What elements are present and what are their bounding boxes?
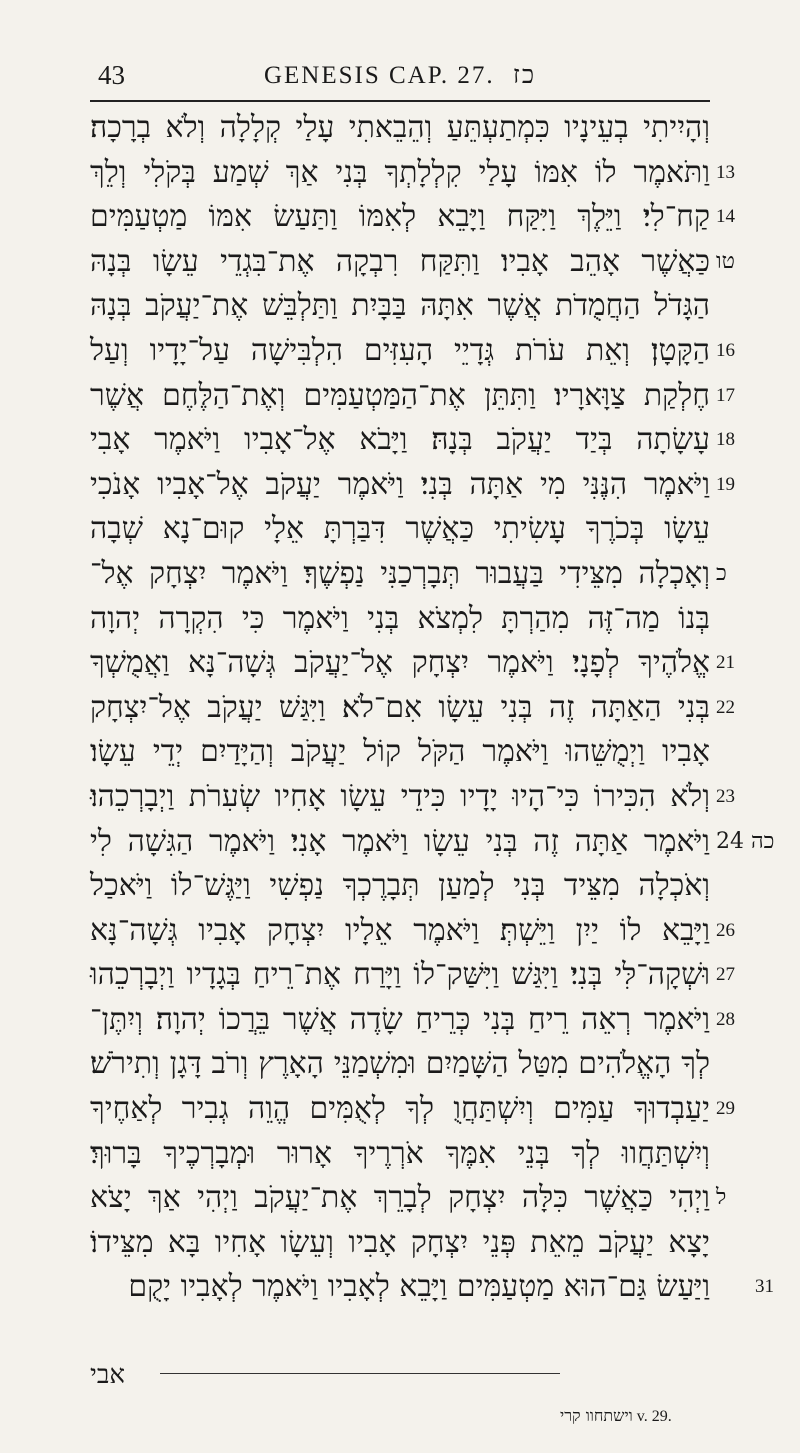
text-line	[90, 463, 735, 508]
verse-number: 21	[716, 652, 735, 674]
verse-number: 18	[716, 429, 735, 451]
line-text: הַגָּדֹל הַחֲמֻדֹת אֲשֶׁר אִתָּהּ בַּבָּיִת וַתַּלְבֵּשׁ אֶת־יַעֲקֹב בְּנָהּ	[90, 288, 710, 324]
line-text: וַיֹּאמֶר אַתָּה זֶה בְּנִי עֵשָׂו וַיֹּאמֶר אָנִי׃ וַיֹּאמֶר הַגִּשָׁה לִי	[90, 823, 710, 859]
text-line	[90, 195, 735, 240]
footnote-divider	[160, 1373, 560, 1374]
running-title-latin: GENESIS CAP. 27.	[263, 62, 495, 89]
text-line	[90, 820, 775, 865]
line-text: וְיִשְׁתַּחֲווּ לְךָ בְּנֵי אִמֶּךָ אֹרְרֶיךָ אָרוּר וּמְבָרְכֶיךָ בָּרוּךְ׃	[90, 1135, 710, 1171]
text-line	[90, 1087, 735, 1132]
page-header	[90, 56, 710, 102]
text-line	[90, 151, 735, 196]
running-title	[90, 62, 710, 90]
text-line	[90, 597, 710, 642]
line-text: וַיָּבֵא לוֹ יַיִן וַיֵּשְׁתְּ׃ וַיֹּאמֶר אֵלָיו יִצְחָק אָבִיו גְּשָׁה־נָּא	[90, 912, 710, 948]
catchword: אבי	[90, 1360, 125, 1390]
verse-number: 24 כה	[716, 828, 775, 854]
line-text: בְּנוֹ מַה־זֶּה מִהַרְתָּ לִמְצֹא בְּנִי וַיֹּאמֶר כִּי הִקְרָה יְהוָה	[90, 600, 710, 636]
footnote-ref: v. 29.	[636, 1408, 672, 1425]
text-line	[90, 507, 710, 552]
scripture-text-block	[90, 106, 775, 1310]
line-text: וּשְׁקָה־לִּי בְּנִי׃ וַיִּגַּשׁ וַיִּשַּׁק־לוֹ וַיָּרַח אֶת־רֵיחַ בְּגָדָיו וַיְבָרְכֵהוּ	[90, 957, 710, 993]
line-text: עֵשָׂו בְּכֹרֶךָ עָשִׂיתִי כַּאֲשֶׁר דִּבַּרְתָּ אֵלָי קוּם־נָא שְׁבָה	[90, 511, 710, 547]
verse-number: 29	[716, 1098, 735, 1120]
line-text: וַיֹּאמֶר רְאֵה רֵיחַ בְּנִי כְּרֵיחַ שָׂדֶה אֲשֶׁר בֵּרֲכוֹ יְהוָה׃ וְיִתֶּן־	[90, 1001, 710, 1037]
verse-number: 26	[716, 919, 735, 941]
text-line	[90, 1042, 710, 1087]
verse-number: ל	[716, 1185, 727, 1211]
verse-number: 28	[716, 1008, 735, 1030]
line-text: וַיַּעַשׂ גַּם־הוּא מַטְעַמִּים וַיָּבֵא לְאָבִיו וַיֹּאמֶר לְאָבִיו יָקֻם	[128, 1269, 710, 1305]
verse-number: 23	[716, 785, 735, 807]
line-text: וְאָכְלָה מִצֵּידִי בַּעֲבוּר תְּבָרְכַנִּי נַפְשֶׁךָ׃ וַיֹּאמֶר יִצְחָק אֶל־	[90, 555, 710, 591]
line-text: עָשָׂתָה בְּיַד יַעֲקֹב בְּנָהּ׃ וַיָּבֹא אֶל־אָבִיו וַיֹּאמֶר אָבִי	[90, 422, 710, 458]
verse-number: 27	[716, 964, 735, 986]
running-title-hebrew: כז	[512, 62, 537, 89]
text-line	[90, 1176, 727, 1221]
text-line	[90, 284, 710, 329]
line-text: הַקָּטָן׃ וְאֵת עֹרֹת גְּדָיֵי הָעִזִּים הִלְבִּישָׁה עַל־יָדָיו וְעַל	[90, 332, 710, 368]
line-text: וַיֹּאמֶר הִנֶּנִּי מִי אַתָּה בְּנִי׃ וַיֹּאמֶר יַעֲקֹב אֶל־אָבִיו אָנֹכִי	[90, 466, 710, 502]
text-line	[90, 775, 735, 820]
text-line	[90, 106, 710, 151]
verse-number: 14	[716, 206, 735, 228]
line-text: וַיְהִי כַּאֲשֶׁר כִּלָּה יִצְחָק לְבָרֵךְ אֶת־יַעֲקֹב וַיְהִי אַךְ יָצֹא	[90, 1180, 710, 1216]
line-text: וְאֹכְלָה מִצֵּיד בְּנִי לְמַעַן תְּבָרֶכְךָ נַפְשִׁי וַיַּגֶּשׁ־לוֹ וַיֹּאכַל	[90, 868, 710, 904]
footnote	[560, 1406, 672, 1426]
line-text: וְהָיִיתִי בְעֵינָיו כִּמְתַעְתֵּעַ וְהֵבֵאתִי עָלַי קְלָלָה וְלֹא בְרָכָה׃	[90, 110, 710, 145]
verse-number: 31	[755, 1276, 774, 1298]
verse-number: 19	[716, 473, 735, 495]
text-line	[90, 641, 735, 686]
line-text: וַתֹּאמֶר לוֹ אִמּוֹ עָלַי קִלְלָתְךָ בְּנִי אַךְ שְׁמַע בְּקֹלִי וְלֵךְ	[90, 154, 710, 190]
text-line	[90, 998, 735, 1043]
text-line	[90, 374, 735, 419]
line-text: אֱלֹהֶיךָ לְפָנָי׃ וַיֹּאמֶר יִצְחָק אֶל־יַעֲקֹב גְּשָׁה־נָּא וַאֲמֻשְׁךָ	[90, 645, 710, 681]
line-text: אָבִיו וַיְמֻשֵּׁהוּ וַיֹּאמֶר הַקֹּל קוֹל יַעֲקֹב וְהַיָּדַיִם יְדֵי עֵשָׂו׃	[90, 734, 710, 770]
text-line	[90, 730, 710, 775]
line-text: לְךָ הָאֱלֹהִים מִטַּל הַשָּׁמַיִם וּמִשְׁמַנֵּי הָאָרֶץ וְרֹב דָּגָן וְתִירֹשׁ׃	[90, 1046, 710, 1082]
text-line	[90, 909, 735, 954]
text-line	[90, 552, 727, 597]
verse-number: 13	[716, 161, 735, 183]
verse-number: 17	[716, 384, 735, 406]
text-line	[90, 1132, 710, 1177]
text-line	[90, 418, 735, 463]
text-line	[90, 1265, 774, 1310]
text-line	[90, 953, 735, 998]
text-line	[90, 686, 735, 731]
verse-number: כ	[716, 560, 727, 586]
line-text: חֶלְקַת צַוָּארָיו׃ וַתִּתֵּן אֶת־הַמַּטְעַמִּים וְאֶת־הַלֶּחֶם אֲשֶׁר	[90, 377, 710, 413]
line-text: קַח־לִי׃ וַיֵּלֶךְ וַיִּקַּח וַיָּבֵא לְאִמּוֹ וַתַּעַשׂ אִמּוֹ מַטְעַמִּים	[90, 199, 710, 235]
text-line	[90, 1221, 710, 1266]
footnote-text: וישתחוו קרי	[560, 1406, 633, 1425]
text-line	[90, 329, 735, 374]
line-text: יַעַבְדוּךָ עַמִּים וְיִשְׁתַּחֲוֻ לְךָ לְאֻמִּים הֱוֵה גְבִיר לְאַחֶיךָ	[90, 1091, 710, 1127]
line-text: כַּאֲשֶׁר אָהֵב אָבִיו׃ וַתִּקַּח רִבְקָה אֶת־בִּגְדֵי עֵשָׂו בְּנָהּ	[90, 243, 710, 279]
verse-number: 16	[716, 339, 735, 361]
line-text: יָצָא יַעֲקֹב מֵאֵת פְּנֵי יִצְחָק אָבִיו וְעֵשָׂו אָחִיו בָּא מִצֵּידוֹ׃	[90, 1224, 710, 1260]
text-line	[90, 240, 735, 285]
page-number: 43	[98, 60, 125, 90]
line-text: בְּנִי הַאַתָּה זֶה בְּנִי עֵשָׂו אִם־לֹא׃ וַיִּגַּשׁ יַעֲקֹב אֶל־יִצְחָק	[90, 689, 710, 725]
verse-number: 22	[716, 696, 735, 718]
text-line	[90, 864, 710, 909]
verse-number: טו	[716, 248, 735, 274]
line-text: וְלֹא הִכִּירוֹ כִּי־הָיוּ יָדָיו כִּידֵי עֵשָׂו אָחִיו שְׂעִרֹת וַיְבָרְכֵהוּ׃	[90, 778, 710, 814]
